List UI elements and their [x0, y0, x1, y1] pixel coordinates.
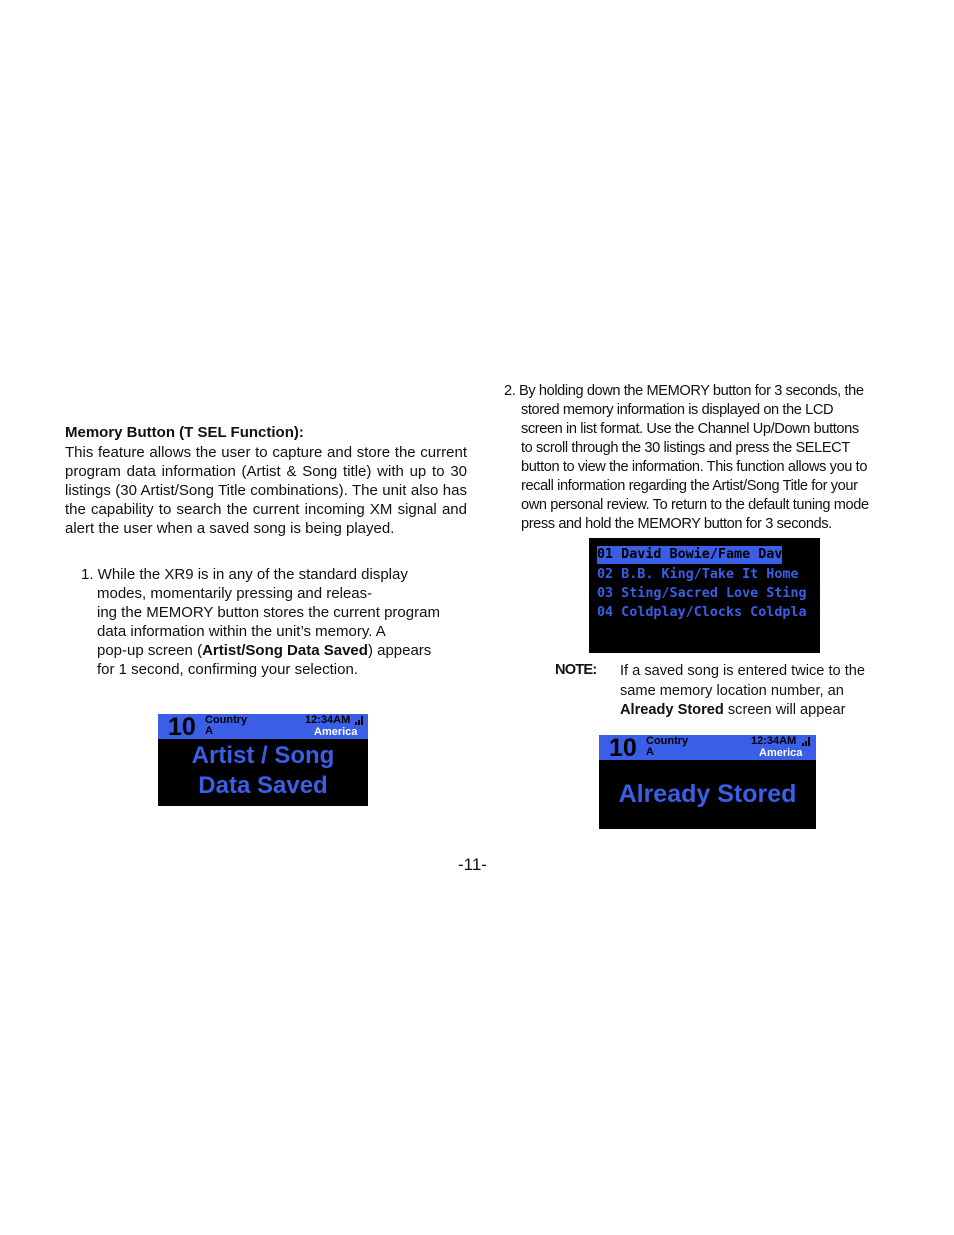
signal-strength-icon: [802, 737, 812, 746]
band-label: A: [205, 725, 213, 737]
page-number: -11-: [458, 855, 487, 874]
step-2-line: 2. By holding down the MEMORY button for 3 seconds, the: [504, 383, 864, 399]
step-1-paragraph: [81, 565, 471, 679]
step-2-line: stored memory information is displayed on the LCD: [521, 402, 834, 418]
step-2-line: own personal review. To return to the default tuning mode: [521, 497, 869, 513]
clock-time: 12:34AM: [751, 735, 797, 747]
popup-message: Already Stored: [618, 780, 797, 808]
category-label: Country: [646, 735, 689, 747]
step-1-line: for 1 second, confirming your selection.: [97, 661, 358, 678]
memory-list-item-selected: 01 David Bowie/Fame Dav: [597, 547, 783, 562]
channel-number: 10: [168, 714, 196, 741]
step-1-line: pop-up screen (Artist/Song Data Saved) appears: [97, 642, 432, 659]
channel-number: 10: [609, 735, 637, 762]
lcd-screen-already-stored: [599, 735, 816, 829]
note-text: If a saved song is entered twice to the same memory location number, an Already Stored screen will appear: [620, 663, 865, 718]
step-2-line: to scroll through the 30 listings and press the SELECT: [521, 440, 850, 456]
popup-message: Artist / Song Data Saved: [191, 742, 335, 799]
step-2-line: press and hold the MEMORY button for 3 seconds.: [521, 516, 832, 532]
country-label: America: [759, 747, 803, 759]
memory-list-item: 03 Sting/Sacred Love Sting: [597, 586, 807, 601]
category-label: Country: [205, 714, 248, 726]
intro-paragraph: This feature allows the user to capture and store the current program data information (Artist & Song title) with up to 30 listings (30 Artist/Song Title combinations). The unit also has the capability to search the current incoming XM signal and alert the user when a saved song is being played.: [65, 444, 467, 537]
step-1-line: data information within the unit’s memory. A: [97, 623, 386, 640]
lcd-screen-memory-list: [589, 538, 820, 653]
lcd-screen-data-saved: [158, 714, 368, 806]
memory-list-item: 02 B.B. King/Take It Home: [597, 567, 799, 582]
country-label: America: [314, 726, 358, 738]
signal-strength-icon: [355, 716, 365, 725]
step-2-line: screen in list format. Use the Channel Up/Down buttons: [521, 421, 859, 437]
inline-bold-term: Already Stored: [620, 702, 724, 718]
step-1-line: 1. While the XR9 is in any of the standard display: [81, 566, 408, 583]
section-heading: Memory Button (T SEL Function):: [65, 424, 304, 441]
step-1-line: modes, momentarily pressing and releas-: [97, 585, 373, 602]
step-2-paragraph: [504, 382, 896, 534]
step-2-line: button to view the information. This function allows you to: [521, 459, 868, 475]
note-label: NOTE:: [555, 662, 597, 678]
step-1-line: ing the MEMORY button stores the current program: [97, 604, 440, 621]
step-2-line: recall information regarding the Artist/Song Title for your: [521, 478, 858, 494]
clock-time: 12:34AM: [305, 714, 351, 726]
band-label: A: [646, 746, 654, 758]
memory-list-item: 04 Coldplay/Clocks Coldpla: [597, 605, 807, 620]
inline-bold-term: Artist/Song Data Saved: [202, 642, 368, 659]
